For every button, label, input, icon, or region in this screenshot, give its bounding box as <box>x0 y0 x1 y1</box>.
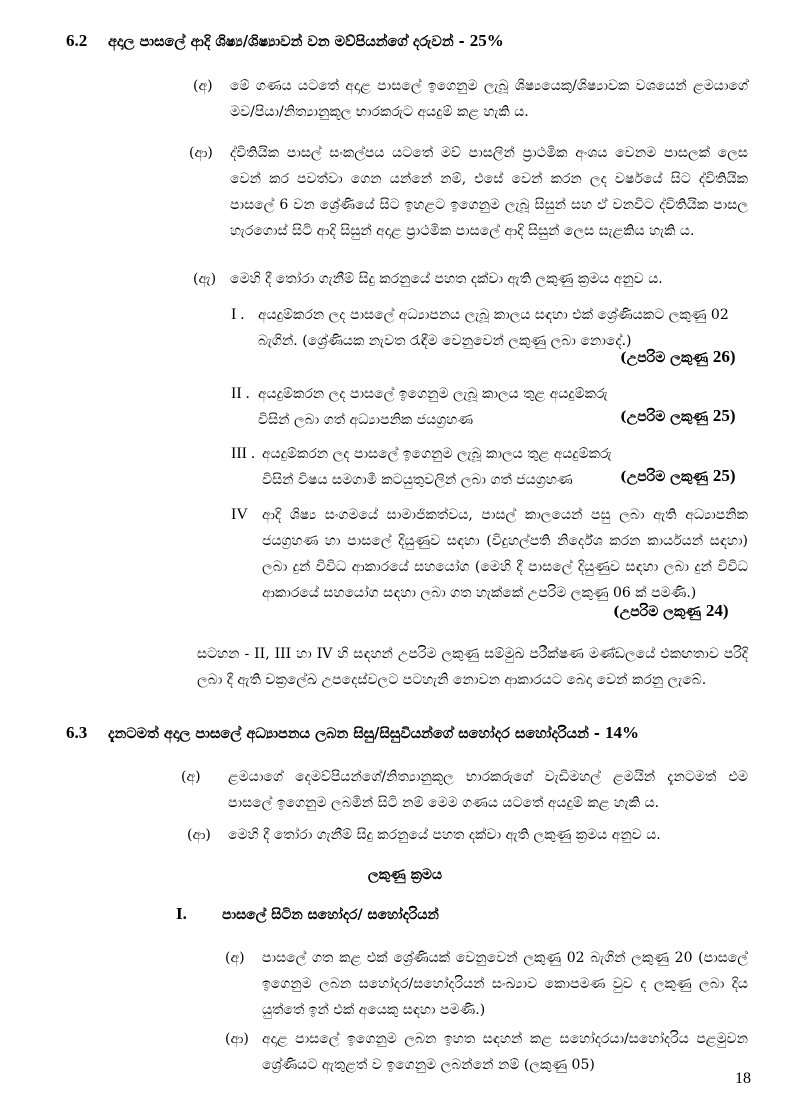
roman-marker: IV <box>231 506 248 523</box>
roman-marker: III . <box>231 445 255 462</box>
roman-marker: II . <box>231 385 250 402</box>
max-marks <box>620 463 736 490</box>
item-text: ද්විතියික පාසල් සංකල්පය යටතේ මව් පාසලින් ප්‍රාථමික අංශය වෙනම පාසලක් ලෙස වෙන් කර පවත්වා ගෙන යන්නේ නම්, එසේ වෙන් කරන ලද වර්ෂයේ සිට ද්විතියික පාසලේ 6 වන ශ්‍රේණියේ සිට ඉහළට ඉගෙනුම ලැබූ සිසුන් සහ ඒ වනවිට ද්විතියික පාසල හැරගොස් සිටි ආදි සිසුන් අදාළ ප්‍රාථමික පාසලේ ආදි සිසුන් ලෙස සැළකිය හැකි ය. <box>230 145 748 239</box>
section-number: 6.2 <box>66 31 88 50</box>
sub-item-text: අයදුම්කරන ලද පාසලේ ඉගෙනුම ලැබූ කාලය තුළ අයදුම්කරු විසින් විෂය සමගාමී කටයුතුවලින් ලබා ගත් ජයග්‍රහණ <box>262 446 612 488</box>
page-number: 18 <box>735 1070 751 1087</box>
item-marker: (අ) <box>225 950 245 966</box>
item-marker: (අ) <box>181 769 201 785</box>
subsection-title: පාසලේ සිටින සහෝදර/ සහෝදරියන් <box>222 907 439 923</box>
max-marks-label: (උපරිම ලකුණු <box>620 469 708 485</box>
item-text: ළමයාගේ දෙමව්පියන්ගේ/නිත්‍යානුකූල භාරකරුගේ වැඩිමහල් ළමයින් දැනටමත් එම පාසලේ ඉගෙනුම ලබමින් සිටි නම් මෙම ගණය යටතේ අයදුම් කළ හැකි ය. <box>228 769 748 811</box>
item-text: අදාළ පාසලේ ඉගෙනුම ලබන ඉහත සඳහන් කළ සහෝදරයා/සහෝදරිය පළමුවන ශ්‍රේණියට ඇතුළත් ව ඉගෙනුම ලබන්නේ නම් (ලකුණු 05) <box>262 1031 748 1073</box>
sub-item-text: අයදුම්කරන ලද පාසලේ ඉගෙනුම ලැබූ කාලය තුළ අයදුම්කරු විසින් ලබා ගත් අධ්‍යාපනික ජයග්‍රහණ <box>258 386 608 428</box>
marking-scheme-heading: ලකුණු ක්‍රමය <box>367 867 443 883</box>
section-percent: 14% <box>604 723 639 742</box>
max-marks <box>620 403 736 430</box>
item-marker: (ආ) <box>189 145 213 161</box>
section-title: අදාල පාසලේ ආදි ශිෂ්‍ය/ශිෂ්‍යාවන් වන මව්පියන්ගේ දරුවන් - <box>108 33 465 50</box>
item-marker: (ඇ) <box>193 271 217 287</box>
max-marks <box>620 344 736 371</box>
max-marks-label: (උපරිම ලකුණු <box>620 350 708 366</box>
subsection-heading <box>176 901 439 928</box>
max-marks-value: 25) <box>712 406 736 425</box>
sub-item-text: අයදුම්කරන ලද පාසලේ අධ්‍යාපනය ලැබූ කාලය සඳහා එක් ශ්‍රේණියකට ලකුණු 02 බැගින්. (ශ්‍රේණියක නැවත රැඳීම වෙනුවෙන් ලකුණු ලබා නොදේ.) <box>258 307 729 349</box>
max-marks <box>613 598 729 625</box>
section-percent: 25% <box>469 31 504 50</box>
item-marker: (අ) <box>193 78 213 94</box>
section-6-3-heading <box>66 720 639 747</box>
max-marks-label: (උපරිම ලකුණු <box>613 604 701 620</box>
roman-marker: I . <box>231 306 245 323</box>
sub-item-text: ආදි ශිෂ්‍ය සංගමයේ සාමාජිකත්වය, පාසල් කාලයෙන් පසු ලබා ඇති අධ්‍යාපනික ජයග්‍රහණ හා පාසලේ දියුණුව සඳහා (විදුහල්පති නිර්දේශ කරන කාර්යයන් සඳහා) ලබා දුන් විවිධ ආකාරයේ සහයෝග (මෙහි දී පාසලේ දියුණුව සඳහා ලබා දුන් විවිධ ආකාරයේ සහයෝග සඳහා ලබා ගත හැක්කේ උපරිම ලකුණු 06 ක් පමණි.) <box>262 507 748 601</box>
item-text: පාසලේ ගත කළ එක් ශ්‍රේණියක් වෙනුවෙන් ලකුණු 02 බැගින් ලකුණු 20 (පාසලේ ඉගෙනුම ලබන සහෝදර/සහෝදරියන් සංඛ්‍යාව කොපමණ වුව ද ලකුණු ලබා දිය යුත්තේ ඉන් එක් අයෙකු සඳහා පමණි.) <box>262 950 748 1018</box>
item-marker: (ආ) <box>187 827 211 843</box>
item-marker: (ආ) <box>225 1031 249 1047</box>
max-marks-value: 24) <box>705 601 729 620</box>
section-6-2-heading <box>66 28 504 55</box>
section-number: 6.3 <box>66 723 88 742</box>
section-title: දැනටමත් අදාල පාසලේ අධ්‍යාපනය ලබන සිසු/සිසුවියන්ගේ සහෝදර සහෝදරියන් - <box>108 725 600 742</box>
item-text: මෙහි දී තෝරා ගැනීම් සිදු කරනුයේ පහත දක්වා ඇති ලකුණු ක්‍රමය අනුව ය. <box>228 827 661 843</box>
max-marks-value: 25) <box>712 466 736 485</box>
item-text: මේ ගණය යටතේ අදාළ පාසලේ ඉගෙනුම ලැබූ ශිෂ්‍යයෙකු/ශිෂ්‍යාවක වශයෙන් ළමයාගේ මව/පියා/නිත්‍යානුකූල භාරකරුට අයදුම් කළ හැකි ය. <box>230 78 748 120</box>
subsection-number: I. <box>176 904 187 923</box>
max-marks-label: (උපරිම ලකුණු <box>620 409 708 425</box>
max-marks-value: 26) <box>712 347 736 366</box>
note-text: සටහන - II, III හා IV හි සඳහන් උපරිම ලකුණු සම්මුඛ පරීක්ෂණ මණ්ඩලයේ එකඟතාව පරිදි ලබා දී ඇති චක්‍රලේඛ උපදෙස්වලට පටහැනි නොවන ආකාරයට බෙදා වෙන් කරනු ලැබේ. <box>197 646 748 688</box>
item-text: මෙහි දී තෝරා ගැනීම් සිදු කරනුයේ පහත දක්වා ඇති ලකුණු ක්‍රමය අනුව ය. <box>230 271 663 287</box>
